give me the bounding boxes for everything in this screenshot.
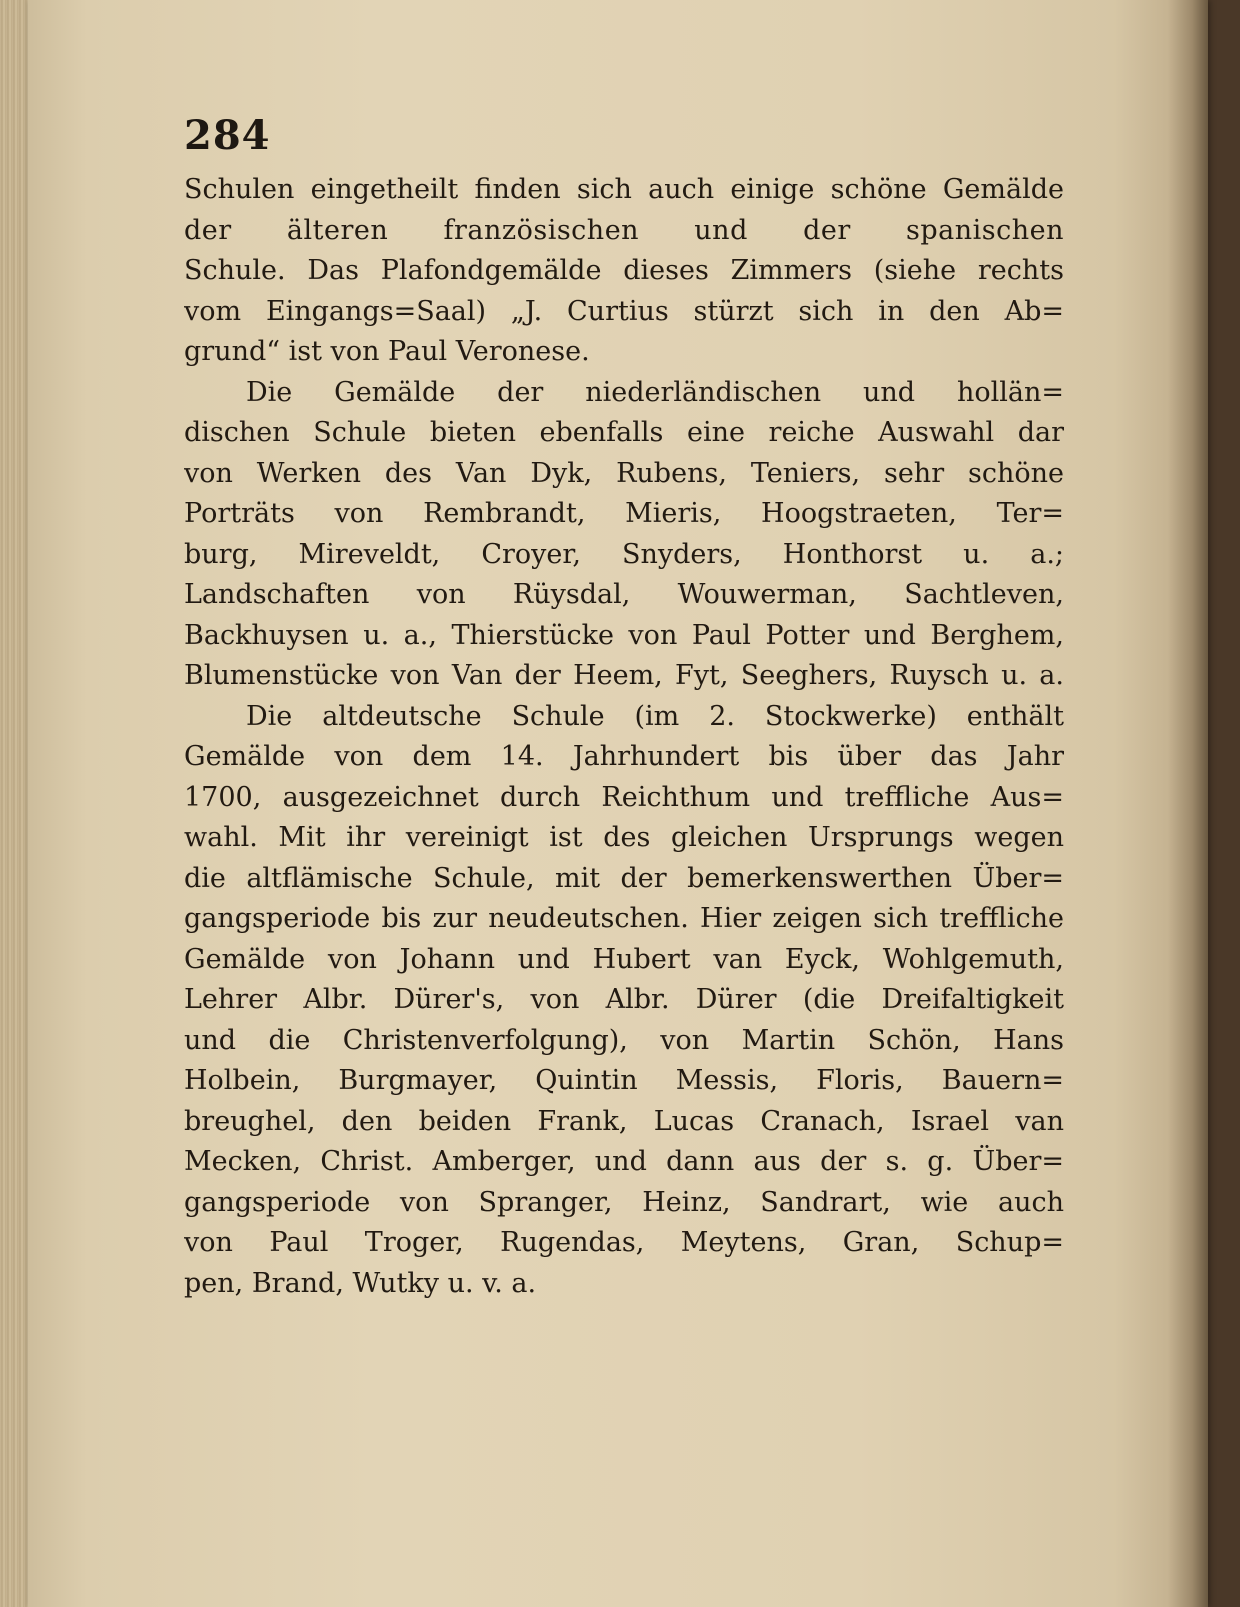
text-line: Schulen eingetheilt finden sich auch einige schöne Gemälde <box>184 174 1064 205</box>
text-line: Holbein, Burgmayer, Quintin Messis, Floris, Bauern= <box>184 1065 1064 1096</box>
text-line: Lehrer Albr. Dürer's, von Albr. Dürer (die Dreifaltigkeit <box>184 984 1064 1015</box>
text-line: von Paul Troger, Rugendas, Meytens, Gran, Schup= <box>184 1227 1064 1258</box>
text-line: und die Christenverfolgung), von Martin Schön, Hans <box>184 1024 1064 1056</box>
text-line: Gemälde von dem 14. Jahrhundert bis über das Jahr <box>184 741 1064 772</box>
text-line: gangsperiode bis zur neudeutschen. Hier zeigen sich treffliche <box>184 903 1064 934</box>
text-line: burg, Mireveldt, Croyer, Snyders, Honthorst u. a.; <box>184 538 1064 570</box>
text-line: breughel, den beiden Frank, Lucas Cranach, Israel van <box>184 1105 1064 1137</box>
text-line: die altflämische Schule, mit der bemerkenswerthen Über= <box>184 862 1064 894</box>
text-line: gangsperiode von Spranger, Heinz, Sandrart, wie auch <box>184 1186 1064 1218</box>
text-line: Gemälde von Johann und Hubert van Eyck, Wohlgemuth, <box>184 943 1064 975</box>
page-number: 284 <box>184 112 271 159</box>
text-line: vom Eingangs=Saal) „J. Curtius stürzt sich in den Ab= <box>184 295 1064 327</box>
text-line: 1700, ausgezeichnet durch Reichthum und treffliche Aus= <box>184 781 1064 813</box>
text-line: dischen Schule bieten ebenfalls eine reiche Auswahl dar <box>184 417 1064 448</box>
text-line: pen, Brand, Wutky u. v. a. <box>184 1267 537 1299</box>
text-line: Schule. Das Plafondgemälde dieses Zimmers (siehe rechts <box>184 255 1064 286</box>
text-line: Backhuysen u. a., Thierstücke von Paul Potter und Berghem, <box>184 619 1064 651</box>
text-line: Blumenstücke von Van der Heem, Fyt, Seeghers, Ruysch u. a. <box>184 660 1064 691</box>
body-text <box>184 170 1064 1304</box>
text-line: wahl. Mit ihr vereinigt ist des gleichen Ursprungs wegen <box>184 822 1064 853</box>
text-line: von Werken des Van Dyk, Rubens, Teniers, sehr schöne <box>184 457 1064 489</box>
text-line: Mecken, Christ. Amberger, und dann aus der s. g. Über= <box>184 1146 1064 1177</box>
page-gutter-shadow <box>1168 0 1208 1607</box>
text-line: grund“ ist von Paul Veronese. <box>184 336 590 367</box>
text-line: Landschaften von Rüysdal, Wouwerman, Sachtleven, <box>184 579 1064 610</box>
text-line: Die Gemälde der niederländischen und hollän= <box>246 376 1064 408</box>
text-line: der älteren französischen und der spanischen <box>184 214 1064 246</box>
text-line: Porträts von Rembrandt, Mieris, Hoogstraeten, Ter= <box>184 498 1064 529</box>
text-line: Die altdeutsche Schule (im 2. Stockwerke) enthält <box>246 700 1064 732</box>
